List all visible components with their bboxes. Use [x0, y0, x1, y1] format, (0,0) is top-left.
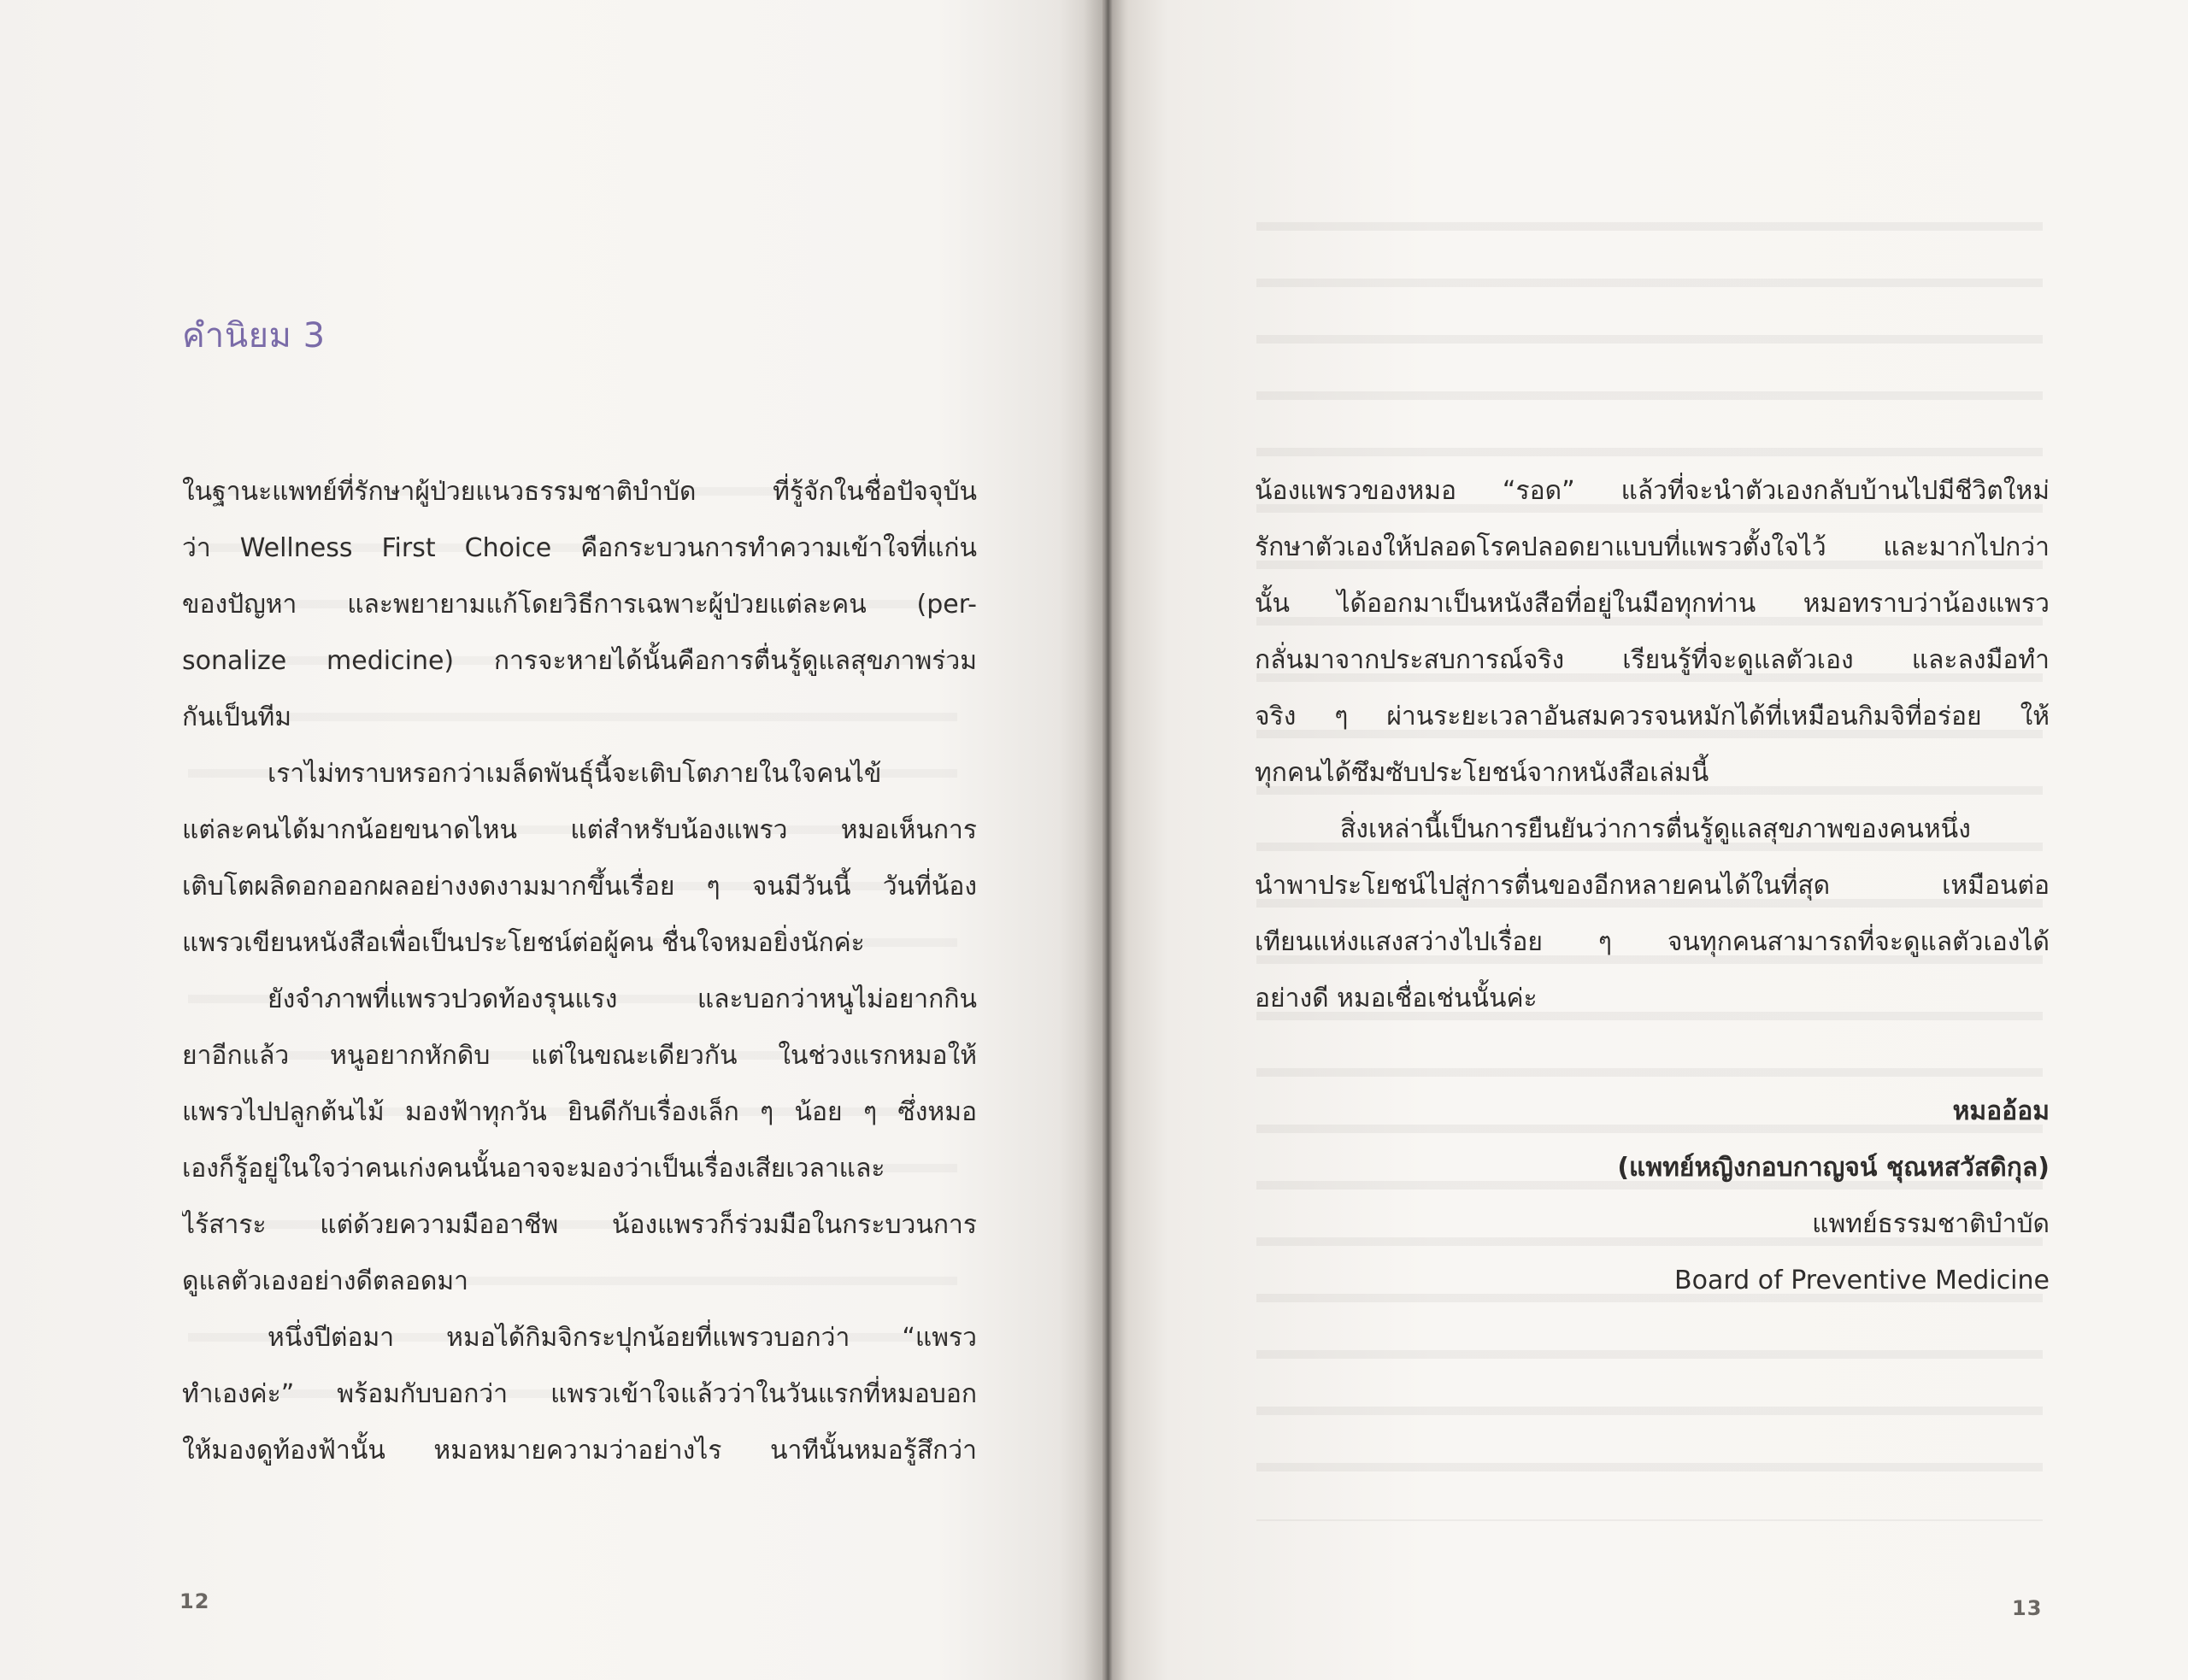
page-number-right: 13 [2012, 1596, 2043, 1620]
text-line: สิ่งเหล่านี้เป็นการยืนยันว่าการตื่นรู้ดูแลสุขภาพของคนหนึ่ง [1340, 814, 1971, 844]
page-number-left: 12 [179, 1589, 210, 1613]
text-line: ว่า Wellness First Choice คือกระบวนการทำความเข้าใจที่แก่น [182, 533, 977, 563]
book-gutter [1084, 0, 1128, 1680]
text-line: แพรวเขียนหนังสือเพื่อเป็นประโยชน์ต่อผู้คน ชื่นใจหมอยิ่งนักค่ะ [182, 928, 865, 958]
text-line: เราไม่ทราบหรอกว่าเมล็ดพันธุ์นี้จะเติบโตภายในใจคนไข้ [268, 759, 882, 789]
text-line: เทียนแห่งแสงสว่างไปเรื่อย ๆ จนทุกคนสามารถที่จะดูแลตัวเองได้ [1255, 927, 2050, 957]
text-line: นั้น ได้ออกมาเป็นหนังสือที่อยู่ในมือทุกท่าน หมอทราบว่าน้องแพรว [1255, 589, 2050, 619]
text-line: รักษาตัวเองให้ปลอดโรคปลอดยาแบบที่แพรวตั้งใจไว้ และมากไปกว่า [1255, 532, 2050, 562]
text-line: หนึ่งปีต่อมา หมอได้กิมจิกระปุกน้อยที่แพรวบอกว่า “แพรว [268, 1323, 977, 1353]
text-line: นำพาประโยชน์ไปสู่การตื่นของอีกหลายคนได้ในที่สุด เหมือนต่อ [1255, 871, 2050, 901]
text-line: น้องแพรวของหมอ “รอด” แล้วที่จะนำตัวเองกลับบ้านไปมีชีวิตใหม่ [1255, 476, 2050, 506]
text-line: ในฐานะแพทย์ที่รักษาผู้ป่วยแนวธรรมชาติบำบัด ที่รู้จักในชื่อปัจจุบัน [182, 477, 977, 507]
text-line: sonalize medicine) การจะหายได้นั้นคือการตื่นรู้ดูแลสุขภาพร่วม [182, 646, 977, 676]
signature-title: แพทย์ธรรมชาติบำบัด [1812, 1209, 2050, 1239]
text-line: ไร้สาระ แต่ด้วยความมืออาชีพ น้องแพรวก็ร่วมมือในกระบวนการ [182, 1210, 977, 1240]
text-line: ยังจำภาพที่แพรวปวดท้องรุนแรง และบอกว่าหนูไม่อยากกิน [268, 984, 977, 1014]
text-line: เองก็รู้อยู่ในใจว่าคนเก่งคนนั้นอาจจะมองว่าเป็นเรื่องเสียเวลาและ [182, 1154, 885, 1184]
text-line: ให้มองดูท้องฟ้านั้น หมอหมายความว่าอย่างไร นาทีนั้นหมอรู้สึกว่า [182, 1436, 977, 1466]
text-line: ของปัญหา และพยายามแก้โดยวิธีการเฉพาะผู้ป่วยแต่ละคน (per- [182, 590, 977, 620]
page-heading: คำนิยม 3 [182, 316, 326, 355]
signature-board: Board of Preventive Medicine [1674, 1266, 2050, 1295]
text-line: แต่ละคนได้มากน้อยขนาดไหน แต่สำหรับน้องแพรว หมอเห็นการ [182, 815, 977, 845]
signature-full-name: (แพทย์หญิงกอบกาญจน์ ชุณหสวัสดิกุล) [1617, 1153, 2050, 1183]
text-line: ทุกคนได้ซึมซับประโยชน์จากหนังสือเล่มนี้ [1255, 758, 1709, 788]
text-line: กลั่นมาจากประสบการณ์จริง เรียนรู้ที่จะดูแลตัวเอง และลงมือทำ [1255, 645, 2050, 675]
text-line: ดูแลตัวเองอย่างดีตลอดมา [182, 1266, 469, 1296]
text-line: อย่างดี หมอเชื่อเช่นนั้นค่ะ [1255, 984, 1538, 1013]
text-line: กันเป็นทีม [182, 702, 292, 732]
text-line: ทำเองค่ะ” พร้อมกับบอกว่า แพรวเข้าใจแล้วว่าในวันแรกที่หมอบอก [182, 1379, 977, 1409]
text-line: ยาอีกแล้ว หนูอยากหักดิบ แต่ในขณะเดียวกัน ในช่วงแรกหมอให้ [182, 1041, 977, 1071]
signature-name: หมออ้อม [1952, 1096, 2050, 1126]
text-line: เติบโตผลิดอกออกผลอย่างงดงามมากขึ้นเรื่อย ๆ จนมีวันนี้ วันที่น้อง [182, 872, 977, 902]
text-line: แพรวไปปลูกต้นไม้ มองฟ้าทุกวัน ยินดีกับเรื่องเล็ก ๆ น้อย ๆ ซึ่งหมอ [182, 1097, 977, 1127]
left-body-text [182, 464, 977, 1479]
right-body-text [1255, 463, 2050, 1027]
signature-block [1255, 1084, 2050, 1309]
text-line: จริง ๆ ผ่านระยะเวลาอันสมควรจนหมักได้ที่เหมือนกิมจิที่อร่อย ให้ [1255, 702, 2050, 731]
right-page [1103, 0, 2188, 1680]
